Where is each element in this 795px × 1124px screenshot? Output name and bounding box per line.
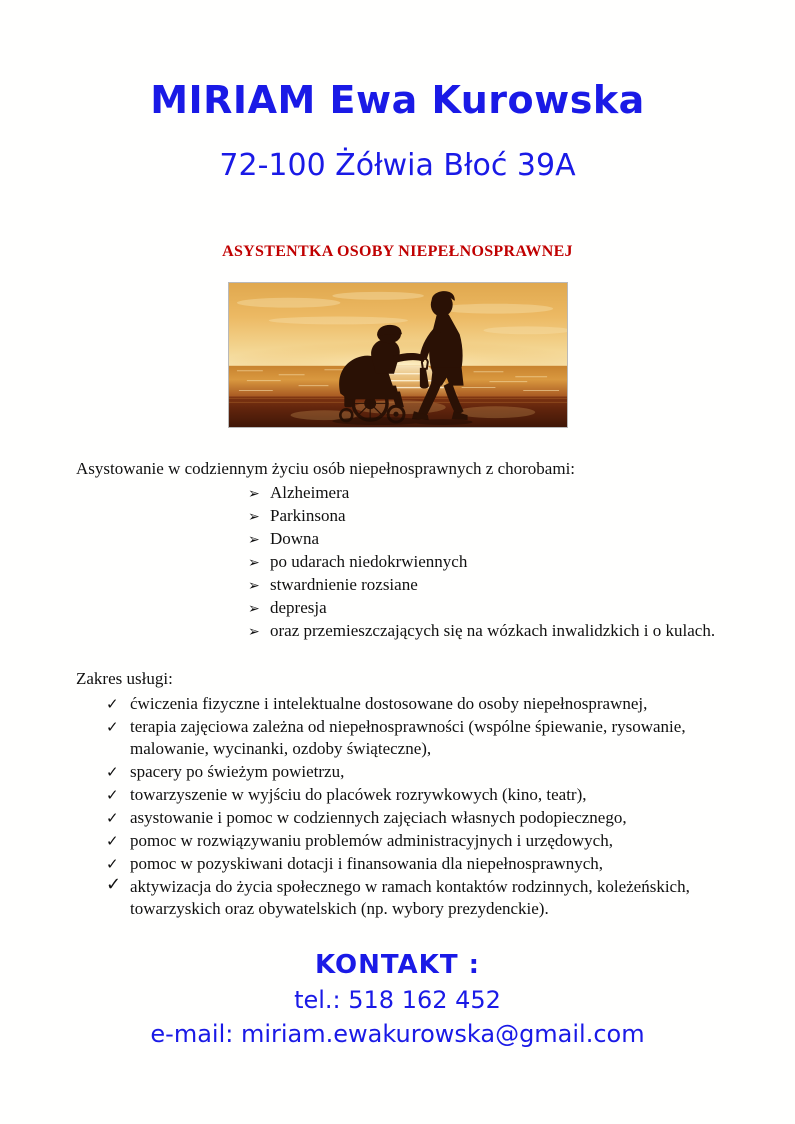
contact-heading: KONTAKT : bbox=[314, 950, 480, 980]
list-item bbox=[248, 482, 718, 504]
arrow-bullet-icon: ➢ bbox=[248, 509, 260, 525]
check-bullet-icon: ✓ bbox=[106, 855, 119, 873]
list-item-label: stwardnienie rozsiane bbox=[270, 575, 418, 594]
check-bullet-icon: ✓ bbox=[106, 695, 119, 713]
list-item-label: terapia zajęciowa zależna od niepełnosprawności (wspólne śpiewanie, rysowanie, malowanie, wycinanki, ozdoby świąteczne), bbox=[130, 717, 686, 758]
list-item-label: asystowanie i pomoc w codziennych zajęciach własnych podopiecznego, bbox=[130, 808, 627, 827]
list-item bbox=[106, 876, 706, 920]
role-subtitle: ASYSTENTKA OSOBY NIEPEŁNOSPRAWNEJ bbox=[222, 243, 573, 260]
list-item bbox=[106, 761, 706, 783]
list-item-label: spacery po świeżym powietrzu, bbox=[130, 762, 345, 781]
page-title: MIRIAM Ewa Kurowska bbox=[150, 78, 645, 122]
address-line: 72-100 Żółwia Błoć 39A bbox=[219, 148, 576, 183]
wheelchair-beach-photo bbox=[228, 282, 568, 428]
list-item-label: towarzyszenie w wyjściu do placówek rozrywkowych (kino, teatr), bbox=[130, 785, 587, 804]
check-bullet-icon: ✓ bbox=[106, 718, 119, 736]
list-item-label: depresja bbox=[270, 598, 327, 617]
arrow-bullet-icon: ➢ bbox=[248, 601, 260, 617]
check-bullet-icon: ✓ bbox=[106, 763, 119, 781]
check-bullet-icon: ✓ bbox=[106, 786, 119, 804]
list-item-label: Parkinsona bbox=[270, 506, 346, 525]
list-item bbox=[106, 830, 706, 852]
photo-illustration bbox=[229, 283, 567, 427]
diseases-list bbox=[248, 482, 718, 643]
list-item bbox=[106, 807, 706, 829]
scope-list bbox=[106, 693, 706, 921]
diseases-lead-text: Asystowanie w codziennym życiu osób niepełnosprawnych z chorobami: bbox=[76, 459, 576, 478]
check-bullet-icon: ✓ bbox=[106, 832, 119, 850]
contact-email[interactable]: e-mail: miriam.ewakurowska@gmail.com bbox=[150, 1020, 645, 1048]
arrow-bullet-icon: ➢ bbox=[248, 578, 260, 594]
list-item-label: pomoc w rozwiązywaniu problemów administracyjnych i urzędowych, bbox=[130, 831, 613, 850]
list-item bbox=[248, 597, 718, 619]
list-item bbox=[248, 551, 718, 573]
list-item bbox=[248, 505, 718, 527]
list-item-label: oraz przemieszczających się na wózkach inwalidzkich i o kulach. bbox=[270, 621, 716, 640]
list-item-label: ćwiczenia fizyczne i intelektualne dostosowane do osoby niepełnosprawnej, bbox=[130, 694, 648, 713]
list-item-label: pomoc w pozyskiwani dotacji i finansowania dla niepełnosprawnych, bbox=[130, 854, 604, 873]
arrow-bullet-icon: ➢ bbox=[248, 532, 260, 548]
list-item-label: Downa bbox=[270, 529, 320, 548]
list-item bbox=[106, 784, 706, 806]
list-item bbox=[106, 853, 706, 875]
list-item-label: Alzheimera bbox=[270, 483, 350, 502]
arrow-bullet-icon: ➢ bbox=[248, 555, 260, 571]
list-item bbox=[248, 620, 718, 642]
arrow-bullet-icon: ➢ bbox=[248, 624, 260, 640]
list-item bbox=[248, 574, 718, 596]
list-item bbox=[106, 693, 706, 715]
check-bullet-icon: ✓ bbox=[106, 809, 119, 827]
arrow-bullet-icon: ➢ bbox=[248, 486, 260, 502]
check-bullet-icon: ✓ bbox=[106, 874, 122, 895]
list-item bbox=[106, 716, 706, 760]
list-item-label: po udarach niedokrwiennych bbox=[270, 552, 468, 571]
list-item bbox=[248, 528, 718, 550]
scope-lead-text: Zakres usługi: bbox=[76, 669, 173, 688]
list-item-label: aktywizacja do życia społecznego w ramach kontaktów rodzinnych, koleżeńskich, towarzyskich oraz obywatelskich (np. wybory prezydenckie). bbox=[130, 877, 690, 918]
contact-phone[interactable]: tel.: 518 162 452 bbox=[294, 986, 501, 1014]
